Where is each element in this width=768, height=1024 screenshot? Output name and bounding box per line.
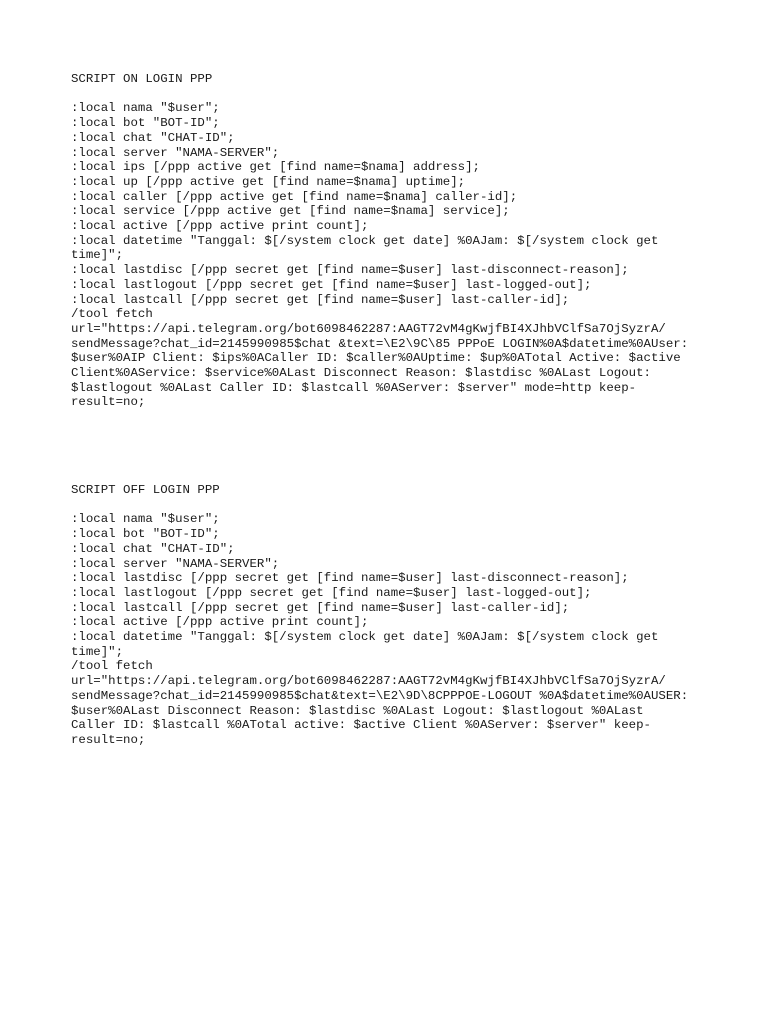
code-line: :local datetime "Tanggal: $[/system clock get date] %0AJam: $[/system clock get bbox=[71, 233, 659, 248]
code-line: :local lastdisc [/ppp secret get [find name=$user] last-disconnect-reason]; bbox=[71, 263, 629, 278]
code-line: :local datetime "Tanggal: $[/system clock get date] %0AJam: $[/system clock get bbox=[71, 630, 659, 645]
code-line: :local lastlogout [/ppp secret get [find name=$user] last-logged-out]; bbox=[71, 277, 592, 292]
code-line: result=no; bbox=[71, 732, 146, 747]
code-line: :local lastcall [/ppp secret get [find name=$user] last-caller-id]; bbox=[71, 600, 570, 615]
code-line: $user%0AIP Client: $ips%0ACaller ID: $caller%0AUptime: $up%0ATotal Active: $active bbox=[71, 351, 681, 366]
code-line: :local bot "BOT-ID"; bbox=[71, 527, 220, 542]
code-line: $lastlogout %0ALast Caller ID: $lastcall %0AServer: $server" mode=http keep- bbox=[71, 380, 637, 395]
code-line: time]"; bbox=[71, 248, 124, 263]
code-block bbox=[71, 512, 711, 747]
code-line: :local ips [/ppp active get [find name=$nama] address]; bbox=[71, 160, 480, 175]
code-line: url="https://api.telegram.org/bot6098462287:AAGT72vM4gKwjfBI4XJhbVClfSa7OjSyzrA/ bbox=[71, 674, 666, 689]
code-line: :local active [/ppp active print count]; bbox=[71, 615, 369, 630]
code-line: :local chat "CHAT-ID"; bbox=[71, 541, 235, 556]
code-block bbox=[71, 101, 711, 410]
code-line: :local lastcall [/ppp secret get [find name=$user] last-caller-id]; bbox=[71, 292, 570, 307]
script-off-login-section bbox=[71, 483, 711, 748]
script-on-login-section bbox=[71, 72, 711, 410]
code-line: Client%0AService: $service%0ALast Disconnect Reason: $lastdisc %0ALast Logout: bbox=[71, 366, 651, 381]
code-line: :local server "NAMA-SERVER"; bbox=[71, 145, 280, 160]
code-line: :local lastdisc [/ppp secret get [find name=$user] last-disconnect-reason]; bbox=[71, 571, 629, 586]
code-line: /tool fetch bbox=[71, 659, 153, 674]
section-title: SCRIPT ON LOGIN PPP bbox=[71, 72, 213, 86]
code-line: url="https://api.telegram.org/bot6098462287:AAGT72vM4gKwjfBI4XJhbVClfSa7OjSyzrA/ bbox=[71, 321, 666, 336]
code-line: :local nama "$user"; bbox=[71, 512, 220, 527]
code-line: time]"; bbox=[71, 644, 124, 659]
code-line: :local lastlogout [/ppp secret get [find name=$user] last-logged-out]; bbox=[71, 585, 592, 600]
code-line: :local bot "BOT-ID"; bbox=[71, 116, 220, 131]
section-title: SCRIPT OFF LOGIN PPP bbox=[71, 483, 220, 497]
code-line: :local caller [/ppp active get [find name=$nama] caller-id]; bbox=[71, 189, 518, 204]
code-line: sendMessage?chat_id=2145990985$chat&text=\E2\9D\8CPPPOE-LOGOUT %0A$datetime%0AUSER: bbox=[71, 688, 689, 703]
code-line: :local active [/ppp active print count]; bbox=[71, 219, 369, 234]
code-line: :local nama "$user"; bbox=[71, 101, 220, 116]
code-line: result=no; bbox=[71, 395, 146, 410]
code-line: Caller ID: $lastcall %0ATotal active: $active Client %0AServer: $server" keep- bbox=[71, 718, 651, 733]
code-line: sendMessage?chat_id=2145990985$chat &text=\E2\9C\85 PPPoE LOGIN%0A$datetime%0AUser: bbox=[71, 336, 689, 351]
code-line: $user%0ALast Disconnect Reason: $lastdisc %0ALast Logout: $lastlogout %0ALast bbox=[71, 703, 644, 718]
code-line: :local chat "CHAT-ID"; bbox=[71, 130, 235, 145]
code-line: :local up [/ppp active get [find name=$nama] uptime]; bbox=[71, 174, 466, 189]
code-line: :local server "NAMA-SERVER"; bbox=[71, 556, 280, 571]
code-line: :local service [/ppp active get [find name=$nama] service]; bbox=[71, 204, 510, 219]
code-line: /tool fetch bbox=[71, 307, 153, 322]
